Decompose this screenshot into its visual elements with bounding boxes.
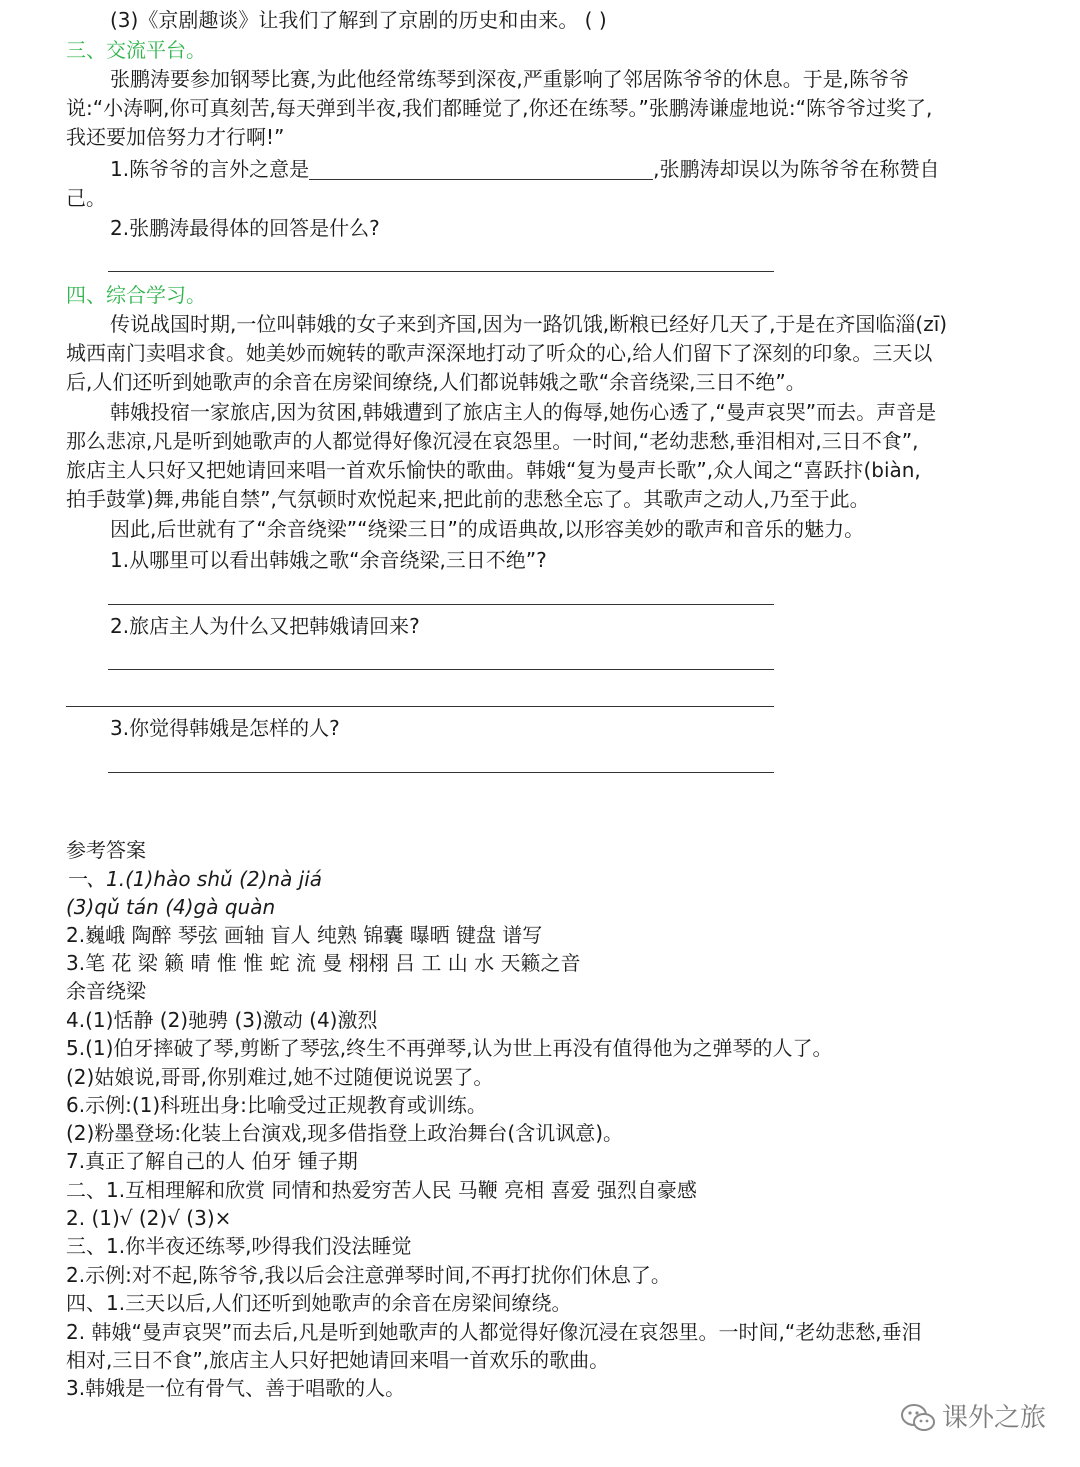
section3-para-line: 我还要加倍努力才行啊!” <box>66 125 285 149</box>
section3-question-1 <box>110 155 939 184</box>
section4-question-3: 3.你觉得韩娥是怎样的人? <box>110 716 340 740</box>
answer-line-text: 2. (1)√ (2)√ (3)× <box>66 1206 232 1230</box>
answer-line-text: 3.笔 花 梁 籁 晴 惟 惟 蛇 流 曼 栩栩 吕 工 山 水 天籁之音 <box>66 951 581 975</box>
section4-para-line: 旅店主人只好又把她请回来唱一首欢乐愉快的歌曲。韩娥“复为曼声长歌”,众人闻之“喜跃抃(biàn, <box>66 458 921 482</box>
answer-line-text: 4.(1)恬静 (2)驰骋 (3)激动 (4)激烈 <box>66 1008 378 1032</box>
section4-para-line: 后,人们还听到她歌声的余音在房梁间缭绕,人们都说韩娥之歌“余音绕梁,三日不绝”。 <box>66 370 806 394</box>
section3-heading: 三、交流平台。 <box>66 38 206 62</box>
watermark-text: 课外之旅 <box>941 1403 1046 1433</box>
answer-line-text: (3)qǔ tán (4)gà quàn <box>66 895 276 919</box>
watermark <box>900 1398 1046 1438</box>
answer-line[interactable] <box>108 271 774 272</box>
answer-line-text: 3.韩娥是一位有骨气、善于唱歌的人。 <box>66 1376 406 1400</box>
answer-line[interactable] <box>108 669 774 670</box>
section3-question-1-cont: 己。 <box>66 186 106 210</box>
answer-line-text: 余音绕梁 <box>66 979 146 1003</box>
answer-line-text: 相对,三日不食”,旅店主人只好把她请回来唱一首欢乐的歌曲。 <box>66 1348 610 1372</box>
section4-heading: 四、综合学习。 <box>66 283 206 307</box>
section4-para-line: 拍手鼓掌)舞,弗能自禁”,气氛顿时欢悦起来,把此前的悲愁全忘了。其歌声之动人,乃至于此。 <box>66 487 870 511</box>
section4-para-line: 传说战国时期,一位叫韩娥的女子来到齐国,因为一路饥饿,断粮已经好几天了,于是在齐国临淄(zī) <box>110 312 948 336</box>
answer-line-text: 2. 韩娥“曼声哀哭”而去后,凡是听到她歌声的人都觉得好像沉浸在哀怨里。一时间,“老幼悲愁,垂泪 <box>66 1320 922 1344</box>
answer-line-text: 四、1.三天以后,人们还听到她歌声的余音在房梁间缭绕。 <box>66 1291 572 1315</box>
section4-para-line: 因此,后世就有了“余音绕梁”“绕梁三日”的成语典故,以形容美妙的歌声和音乐的魅力。 <box>110 517 865 541</box>
section4-para-line: 城西南门卖唱求食。她美妙而婉转的歌声深深地打动了听众的心,给人们留下了深刻的印象。三天以 <box>66 341 933 365</box>
answer-line-text: 二、1.互相理解和欣赏 同情和热爱穷苦人民 马鞭 亮相 喜爱 强烈自豪感 <box>66 1178 697 1202</box>
section3-question-2: 2.张鹏涛最得体的回答是什么? <box>110 216 380 240</box>
question-text: 1.陈爷爷的言外之意是 <box>110 157 310 181</box>
judgement-question-3: (3)《京剧趣谈》让我们了解到了京剧的历史和由来。 ( ) <box>110 8 607 32</box>
answer-line-text: 7.真正了解自己的人 伯牙 锺子期 <box>66 1149 358 1173</box>
answer-line-text: 一、1.(1)hào shǔ (2)nà jiá <box>66 867 323 891</box>
answer-blank[interactable] <box>309 159 653 180</box>
answer-line[interactable] <box>66 706 774 707</box>
answer-line-text: 2.示例:对不起,陈爷爷,我以后会注意弹琴时间,不再打扰你们休息了。 <box>66 1263 671 1287</box>
answer-line-text: (2)姑娘说,哥哥,你别难过,她不过随便说说罢了。 <box>66 1065 494 1089</box>
answer-line-text: 5.(1)伯牙摔破了琴,剪断了琴弦,终生不再弹琴,认为世上再没有值得他为之弹琴的人了。 <box>66 1036 833 1060</box>
section4-question-1: 1.从哪里可以看出韩娥之歌“余音绕梁,三日不绝”? <box>110 548 547 572</box>
answers-title: 参考答案 <box>66 838 146 862</box>
section4-question-2: 2.旅店主人为什么又把韩娥请回来? <box>110 614 420 638</box>
section4-para-line: 那么悲凉,凡是听到她歌声的人都觉得好像沉浸在哀怨里。一时间,“老幼悲愁,垂泪相对,三日不食”, <box>66 429 919 453</box>
answer-line-text: (2)粉墨登场:化装上台演戏,现多借指登上政治舞台(含讥讽意)。 <box>66 1121 624 1145</box>
answer-line[interactable] <box>108 772 774 773</box>
answer-line-text: 三、1.你半夜还练琴,吵得我们没法睡觉 <box>66 1234 412 1258</box>
wechat-icon <box>900 1403 936 1433</box>
answer-line-text: 2.巍峨 陶醉 琴弦 画轴 盲人 纯熟 锦囊 曝晒 键盘 谱写 <box>66 923 543 947</box>
section3-para-line: 张鹏涛要参加钢琴比赛,为此他经常练琴到深夜,严重影响了邻居陈爷爷的休息。于是,陈爷爷 <box>110 67 910 91</box>
answer-line[interactable] <box>108 604 774 605</box>
section3-para-line: 说:“小涛啊,你可真刻苦,每天弹到半夜,我们都睡觉了,你还在练琴。”张鹏涛谦虚地说:“陈爷爷过奖了, <box>66 96 933 120</box>
answer-line-text: 6.示例:(1)科班出身:比喻受过正规教育或训练。 <box>66 1093 487 1117</box>
question-text: ,张鹏涛却误以为陈爷爷在称赞自 <box>653 157 940 181</box>
section4-para-line: 韩娥投宿一家旅店,因为贫困,韩娥遭到了旅店主人的侮辱,她伤心透了,“曼声哀哭”而去。声音是 <box>110 400 937 424</box>
